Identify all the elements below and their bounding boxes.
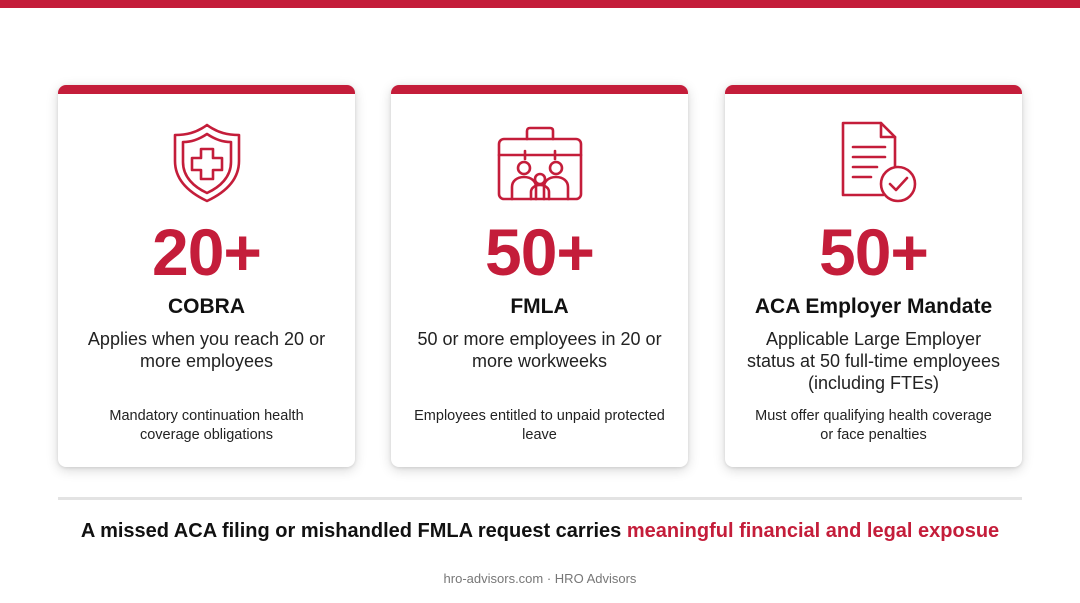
card-fmla — [391, 85, 688, 467]
card-note: Mandatory continuation health coverage obligations — [109, 408, 304, 443]
document-check-icon — [829, 121, 919, 205]
card-accent-bar — [58, 85, 355, 94]
key-message-text: A missed ACA filing or mishandled FMLA request carries — [80, 520, 627, 542]
family-briefcase-icon — [495, 121, 585, 205]
card-title: FMLA — [510, 295, 569, 318]
card-accent-bar — [391, 85, 688, 94]
card-aca — [725, 85, 1022, 467]
card-cobra — [58, 85, 355, 467]
key-message — [0, 518, 1080, 544]
card-description: Applicable Large Employer status at 50 full-time employees (including FTEs) — [746, 329, 1001, 393]
card-accent-bar — [725, 85, 1022, 94]
card-number: 20+ — [152, 215, 261, 289]
key-message-highlight: meaningful financial and legal exposue — [626, 520, 1000, 542]
card-note: Must offer qualifying health coverage or face penalties — [755, 408, 992, 443]
card-number: 50+ — [485, 215, 594, 289]
footer-credit: hro-advisors.com · HRO Advisors — [443, 571, 637, 586]
card-description: 50 or more employees in 20 or more workweeks — [417, 329, 662, 371]
divider — [58, 497, 1022, 500]
card-title: ACA Employer Mandate — [754, 295, 993, 318]
shield-cross-icon — [162, 121, 252, 205]
card-description: Applies when you reach 20 or more employees — [87, 329, 326, 371]
card-number: 50+ — [819, 215, 928, 289]
card-title: COBRA — [168, 295, 245, 318]
card-note: Employees entitled to unpaid protected leave — [414, 408, 665, 443]
